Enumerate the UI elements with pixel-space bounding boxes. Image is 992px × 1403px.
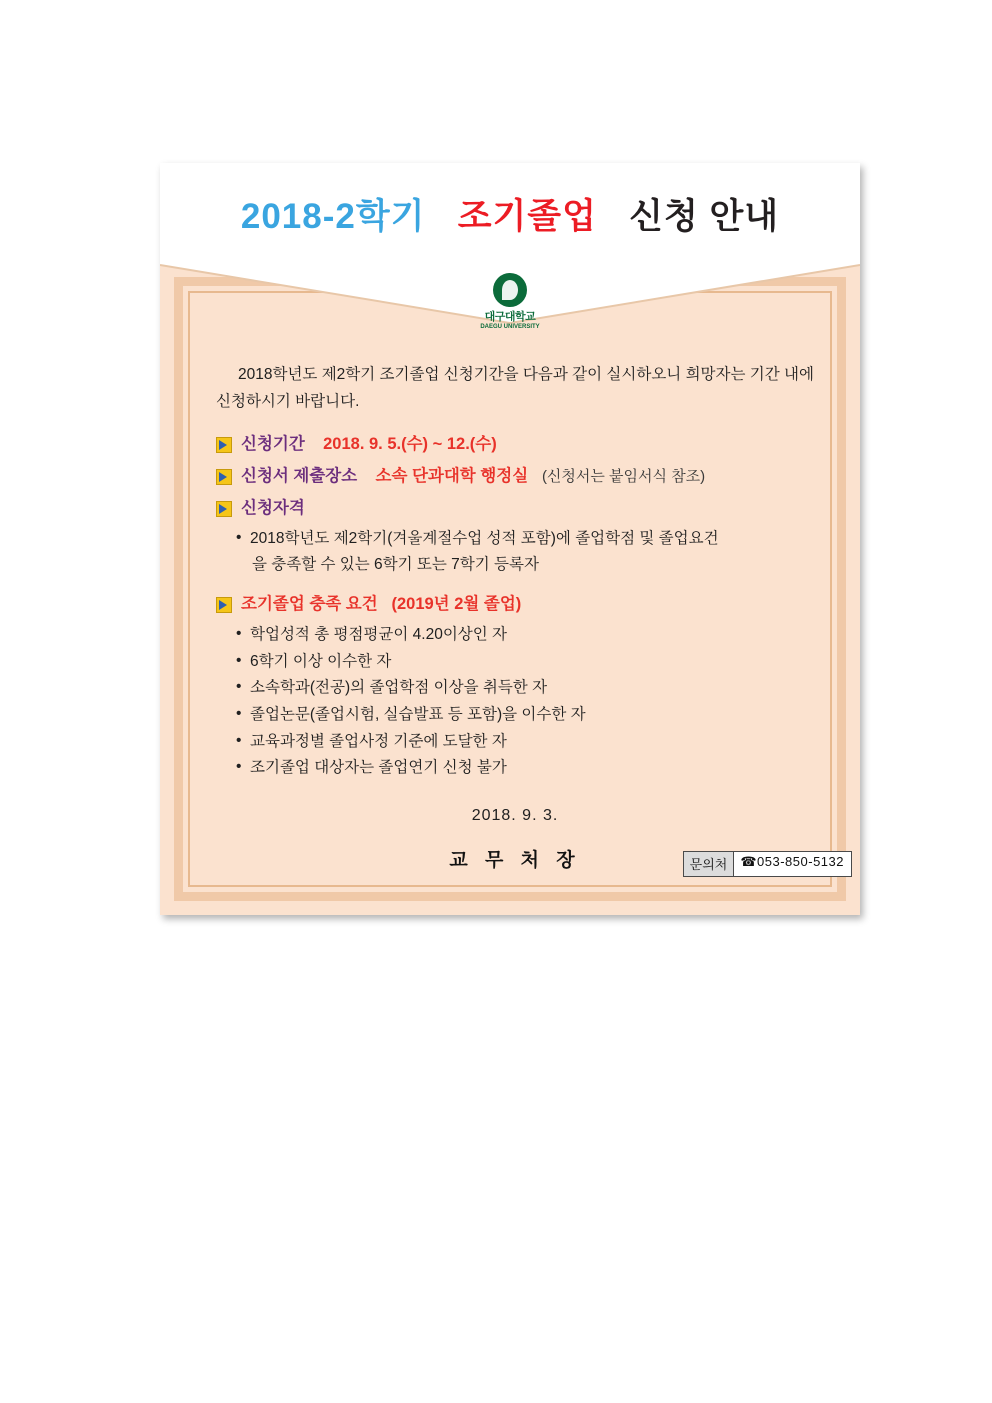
requirements-list [216,622,814,780]
arrow-marker-icon [216,501,232,517]
poster-content [216,345,814,872]
university-emblem-icon [493,273,527,307]
section-submission-place [216,465,814,488]
contact-number [734,852,851,876]
poster-header [160,163,860,263]
list-item: • 소속학과(전공)의 졸업학점 이상을 취득한 자 [236,675,814,701]
requirements-heading: 조기졸업 충족 요건 [241,595,378,614]
arrow-marker-icon [216,437,232,453]
list-item: • 조기졸업 대상자는 졸업연기 신청 불가 [236,755,814,781]
list-item: • 졸업논문(졸업시험, 실습발표 등 포함)을 이수한 자 [236,702,814,728]
university-logo [440,273,580,330]
contact-badge [683,851,852,877]
section-value: 소속 단과대학 행정실 [375,466,529,485]
section-application-period [216,433,814,456]
signature-title: 교 무 처 장 [449,849,581,871]
section-heading: 신청기간 [241,434,305,453]
title-keyword: 조기졸업 [457,197,597,236]
list-item: • 교육과정별 졸업사정 기준에 도달한 자 [236,729,814,755]
intro-paragraph: 2018학년도 제2학기 조기졸업 신청기간을 다음과 같이 실시하오니 희망자는 기간 내에 신청하시기 바랍니다. [216,365,814,410]
eligibility-list [216,526,814,577]
poster-body [160,263,860,915]
phone-icon: ☎ [740,854,758,869]
requirements-heading-note: (2019년 2월 졸업) [391,595,522,614]
eligibility-line-1: 2018학년도 제2학기(겨울계절수업 성적 포함)에 졸업학점 및 졸업요건 [250,530,719,548]
list-item [236,526,814,577]
arrow-marker-icon [216,469,232,485]
university-name-ko: 대구대학교 [484,311,536,323]
section-value: 2018. 9. 5.(수) ~ 12.(수) [323,434,497,453]
section-requirements [216,593,814,616]
section-heading: 신청자격 [241,498,305,517]
contact-label: 문의처 [684,852,735,876]
notice-poster [160,163,860,915]
page-title [160,163,860,239]
contact-phone-text: 053-850-5132 [757,854,844,869]
list-item: • 6학기 이상 이수한 자 [236,649,814,675]
section-eligibility [216,497,814,520]
issue-date: 2018. 9. 3. [471,806,559,824]
eligibility-line-2: 을 충족할 수 있는 6학기 또는 7학기 등록자 [252,555,539,573]
list-item: • 학업성적 총 평점평균이 4.20이상인 자 [236,622,814,648]
title-suffix: 신청 안내 [629,197,780,236]
university-name-en: DAEGU UNIVERSITY [480,324,540,330]
title-semester: 2018-2학기 [240,197,426,236]
arrow-marker-icon [216,597,232,613]
section-heading: 신청서 제출장소 [241,466,358,485]
section-note: (신청서는 붙임서식 참조) [541,467,706,485]
